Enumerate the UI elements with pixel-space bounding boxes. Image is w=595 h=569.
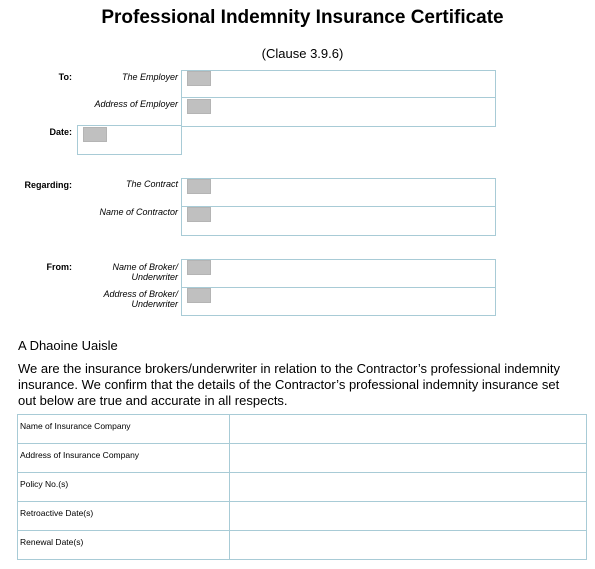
row-label: Retroactive Date(s) (18, 502, 230, 531)
table-row (18, 502, 587, 531)
table-row (18, 531, 587, 560)
regarding-label: Regarding: (24, 180, 72, 190)
broker-name-label: Name of Broker/ Underwriter (112, 262, 178, 282)
broker-address-input[interactable] (187, 288, 211, 303)
broker-address-label: Address of Broker/ Underwriter (103, 289, 178, 309)
employer-address-input[interactable] (187, 99, 211, 114)
contractor-name-input[interactable] (187, 207, 211, 222)
broker-name-input[interactable] (187, 260, 211, 275)
policy-number-cell[interactable] (230, 473, 587, 502)
retroactive-date-cell[interactable] (230, 502, 587, 531)
date-input[interactable] (83, 127, 107, 142)
from-divider (181, 287, 496, 288)
employer-input[interactable] (187, 71, 211, 86)
row-label: Name of Insurance Company (18, 415, 230, 444)
employer-label: The Employer (121, 72, 178, 82)
row-label: Renewal Date(s) (18, 531, 230, 560)
to-label: To: (58, 72, 72, 82)
table-row (18, 473, 587, 502)
employer-address-label: Address of Employer (94, 99, 178, 109)
document-title: Professional Indemnity Insurance Certificate (101, 7, 504, 28)
regarding-divider (181, 206, 496, 207)
row-label: Address of Insurance Company (18, 444, 230, 473)
to-fields-box (181, 70, 496, 127)
clause-reference: (Clause 3.9.6) (261, 46, 344, 61)
table-row (18, 415, 587, 444)
salutation: A Dhaoine Uaisle (18, 338, 118, 353)
to-divider (181, 97, 496, 98)
contract-input[interactable] (187, 179, 211, 194)
regarding-fields-box (181, 178, 496, 236)
insurance-company-name-cell[interactable] (230, 415, 587, 444)
contractor-name-label: Name of Contractor (99, 207, 178, 217)
row-label: Policy No.(s) (18, 473, 230, 502)
insurance-company-address-cell[interactable] (230, 444, 587, 473)
from-label: From: (46, 262, 72, 272)
insurance-details-table (17, 414, 587, 560)
contract-label: The Contract (125, 179, 178, 189)
confirmation-paragraph: We are the insurance brokers/underwriter in relation to the Contractor’s professional indemnity insurance. We confirm that the details of the Contractor’s professional indemnity insurance set out below are true and accurate in all respects. (18, 361, 560, 408)
renewal-date-cell[interactable] (230, 531, 587, 560)
table-row (18, 444, 587, 473)
date-label: Date: (49, 127, 72, 137)
